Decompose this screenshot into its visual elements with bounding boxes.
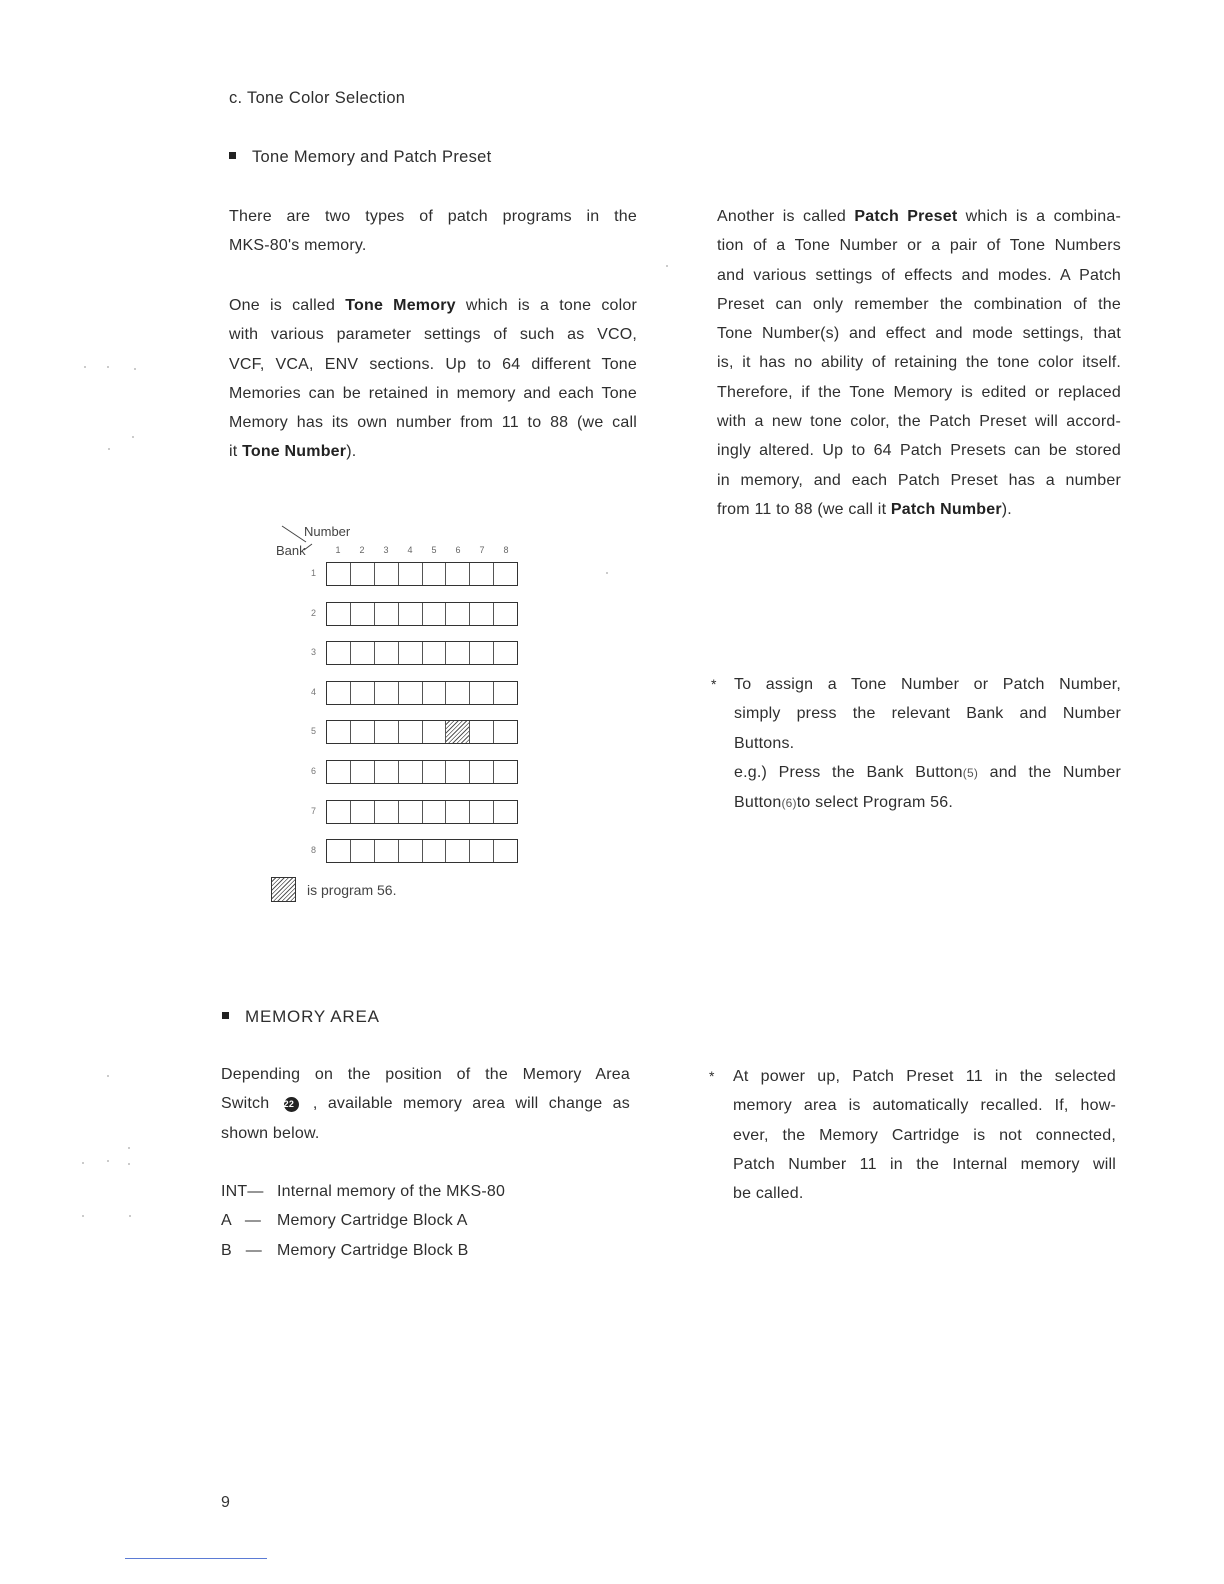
bank-row — [326, 800, 518, 824]
bank-row — [326, 681, 518, 705]
scan-speck — [134, 368, 136, 370]
program-cell — [423, 721, 447, 743]
program-cell — [423, 761, 447, 783]
program-cell — [375, 603, 399, 625]
program-cell — [351, 682, 375, 704]
program-cell — [375, 563, 399, 585]
program-cell — [423, 642, 447, 664]
term-tone-memory: Tone Memory — [345, 297, 456, 314]
heading-memory-area — [222, 1007, 380, 1027]
footer-rule — [125, 1558, 267, 1559]
heading-text: Tone Memory and Patch Preset — [252, 148, 492, 166]
program-cell — [446, 801, 470, 823]
intro-line: MKS-80's memory. — [229, 237, 367, 255]
scan-speck — [82, 1162, 84, 1164]
text-line: VCF, VCA, ENV sections. Up to 64 different Tone — [229, 355, 637, 373]
program-cell — [351, 642, 375, 664]
list-item — [221, 1206, 641, 1235]
program-cell — [494, 563, 517, 585]
program-cell — [470, 682, 494, 704]
program-cell — [423, 682, 447, 704]
program-cell — [423, 801, 447, 823]
number-column-label: 4 — [407, 545, 413, 555]
bank-row-label: 4 — [310, 686, 316, 697]
program-cell — [446, 840, 470, 862]
bank-row-label: 5 — [310, 726, 316, 737]
program-cell — [327, 603, 351, 625]
bank-row — [326, 562, 518, 586]
list-text: Internal memory of the MKS-80 — [277, 1183, 506, 1200]
switch-number-badge: 22 — [284, 1097, 299, 1112]
scan-speck — [84, 366, 86, 368]
text: it — [229, 443, 238, 461]
program-cell — [494, 682, 517, 704]
program-cell — [494, 721, 517, 743]
text: ). — [1001, 500, 1012, 518]
program-cell — [423, 563, 447, 585]
program-cell — [375, 801, 399, 823]
text: Button — [734, 794, 782, 812]
number-column-label: 7 — [479, 545, 485, 555]
number-column-label: 1 — [335, 545, 341, 555]
program-cell — [399, 563, 423, 585]
program-cell — [470, 563, 494, 585]
list-item — [221, 1236, 641, 1265]
number-column-label: 6 — [455, 545, 461, 555]
number-column-label: 5 — [431, 545, 437, 555]
program-cell — [423, 840, 447, 862]
list-text: Memory Cartridge Block A — [277, 1212, 468, 1230]
text-line: is, it has no ability of retaining the tone color itself. — [717, 354, 1121, 372]
program-cell — [494, 840, 517, 862]
program-cell — [399, 801, 423, 823]
bank-button-ref: (5) — [962, 765, 979, 780]
program-cell — [351, 840, 375, 862]
scan-speck — [666, 265, 668, 267]
intro-line: There are two types of patch programs in the — [229, 208, 637, 225]
text: , available memory area will change as — [312, 1095, 630, 1113]
program-cell — [327, 801, 351, 823]
program-cell — [375, 642, 399, 664]
bank-row-label: 7 — [310, 805, 316, 816]
text-line: Memory has its own number from 11 to 88 (we call — [229, 414, 637, 432]
text: Switch — [221, 1095, 270, 1113]
program-cell — [327, 721, 351, 743]
program-cell — [446, 761, 470, 783]
program-cell — [327, 563, 351, 585]
text-line: Buttons. — [734, 734, 795, 752]
list-key: B — — [221, 1241, 263, 1259]
text: ). — [346, 443, 357, 461]
bank-row-label: 2 — [310, 607, 316, 618]
text-line: Depending on the position of the Memory Area — [221, 1066, 630, 1083]
memory-area-list — [221, 1177, 641, 1265]
program-cell — [446, 642, 470, 664]
tone-memory-paragraph — [229, 291, 637, 467]
section-title: c. Tone Color Selection — [229, 89, 406, 107]
program-cell — [446, 563, 470, 585]
bullet-icon — [229, 152, 236, 159]
bank-row-label: 3 — [310, 647, 316, 658]
program-cell — [351, 801, 375, 823]
program-cell — [375, 682, 399, 704]
legend-text: is program 56. — [307, 882, 397, 898]
program-cell — [327, 840, 351, 862]
program-cell — [446, 682, 470, 704]
text-line: At power up, Patch Preset 11 in the selected — [733, 1068, 1116, 1085]
program-cell — [375, 761, 399, 783]
program-cell — [327, 642, 351, 664]
program-cell — [399, 682, 423, 704]
scan-speck — [128, 1163, 130, 1165]
bank-axis-label: Bank — [276, 543, 306, 558]
list-key: A — — [221, 1212, 262, 1230]
list-item — [221, 1177, 641, 1206]
scan-speck — [108, 448, 110, 450]
term-patch-preset: Patch Preset — [854, 208, 958, 225]
program-cell — [470, 603, 494, 625]
program-cell — [351, 761, 375, 783]
term-tone-number: Tone Number — [242, 443, 347, 461]
program-cell — [470, 642, 494, 664]
program-cell — [351, 603, 375, 625]
program-cell — [494, 801, 517, 823]
bank-row-label: 1 — [310, 568, 316, 578]
heading-tone-memory-patch-preset — [229, 148, 492, 167]
text-line: ingly altered. Up to 64 Patch Presets can be stored — [717, 442, 1121, 460]
memory-area-paragraph — [221, 1060, 630, 1148]
number-button-ref: (6) — [781, 796, 797, 811]
assign-note — [711, 670, 1121, 818]
text: and the Number — [989, 763, 1121, 781]
scan-speck — [107, 366, 109, 368]
scan-speck — [107, 1160, 109, 1162]
number-column-label: 2 — [359, 545, 365, 555]
text-line: with a new tone color, the Patch Preset will accord- — [717, 413, 1121, 431]
number-column-label: 8 — [503, 545, 509, 555]
text-line: ever, the Memory Cartridge is not connected, — [733, 1126, 1116, 1144]
text-line: and various settings of effects and modes. A Patch — [717, 266, 1121, 284]
text-line: with various parameter settings of such as VCO, — [229, 326, 637, 344]
bank-row — [326, 839, 518, 863]
page-number: 9 — [221, 1494, 230, 1511]
text-line: Tone Number(s) and effect and mode settings, that — [717, 325, 1121, 343]
program-cell — [399, 721, 423, 743]
text-line: memory area is automatically recalled. If, how- — [733, 1097, 1116, 1115]
program-cell — [351, 563, 375, 585]
text-line: be called. — [733, 1185, 804, 1203]
text-line: simply press the relevant Bank and Number — [734, 705, 1121, 723]
program-cell — [399, 642, 423, 664]
text-line: in memory, and each Patch Preset has a number — [717, 471, 1121, 489]
bank-row — [326, 720, 518, 744]
hatched-legend-swatch — [271, 877, 296, 902]
program-cell — [399, 603, 423, 625]
program-cell — [375, 840, 399, 862]
text: to select Program 56. — [796, 794, 954, 812]
program-cell — [327, 682, 351, 704]
program-cell — [494, 761, 517, 783]
scan-speck — [107, 1075, 109, 1077]
program-cell — [470, 840, 494, 862]
bank-row — [326, 602, 518, 626]
number-axis-label: Number — [304, 524, 351, 539]
program-cell — [470, 761, 494, 783]
program-cell — [494, 603, 517, 625]
list-key: INT— — [221, 1183, 264, 1200]
program-cell — [494, 642, 517, 664]
text: Another is called — [717, 208, 847, 225]
asterisk: * — [711, 676, 717, 692]
text: which is a tone color — [465, 297, 638, 314]
asterisk: * — [709, 1068, 715, 1084]
program-cell — [327, 761, 351, 783]
program-cell — [423, 603, 447, 625]
scan-speck — [132, 436, 134, 438]
text-line: Preset can only remember the combination of the — [717, 295, 1121, 313]
text-line: tion of a Tone Number or a pair of Tone Numbers — [717, 237, 1121, 255]
program-cell — [446, 603, 470, 625]
program-cell — [470, 801, 494, 823]
power-up-note — [709, 1062, 1116, 1208]
number-column-label: 3 — [383, 545, 389, 555]
bank-row — [326, 760, 518, 784]
list-text: Memory Cartridge Block B — [277, 1241, 469, 1259]
program-cell — [399, 840, 423, 862]
program-cell — [375, 721, 399, 743]
text-line: Therefore, if the Tone Memory is edited or replaced — [717, 383, 1121, 401]
scan-speck — [128, 1147, 130, 1149]
text-line: shown below. — [221, 1124, 320, 1142]
term-patch-number: Patch Number — [890, 500, 1002, 518]
text: from 11 to 88 (we call it — [717, 500, 887, 518]
program-cell — [470, 721, 494, 743]
bank-row-label: 6 — [310, 766, 316, 776]
patch-preset-paragraph — [717, 202, 1121, 524]
program-cell — [351, 721, 375, 743]
scan-speck — [606, 572, 608, 574]
intro-paragraph — [229, 202, 637, 261]
bank-row — [326, 641, 518, 665]
text-line: Patch Number 11 in the Internal memory will — [733, 1155, 1116, 1173]
scan-speck — [129, 1215, 131, 1217]
heading-text: MEMORY AREA — [245, 1007, 380, 1026]
text-line: To assign a Tone Number or Patch Number, — [734, 676, 1121, 693]
text: which is a combina- — [965, 208, 1121, 225]
bullet-icon — [222, 1012, 229, 1019]
program-cell-highlighted — [446, 721, 470, 743]
text-line: Memories can be retained in memory and each Tone — [229, 384, 637, 402]
text: One is called — [229, 297, 336, 314]
text: e.g.) Press the Bank Button — [734, 763, 963, 781]
scan-speck — [82, 1215, 84, 1217]
bank-row-label: 8 — [310, 845, 316, 856]
program-cell — [399, 761, 423, 783]
